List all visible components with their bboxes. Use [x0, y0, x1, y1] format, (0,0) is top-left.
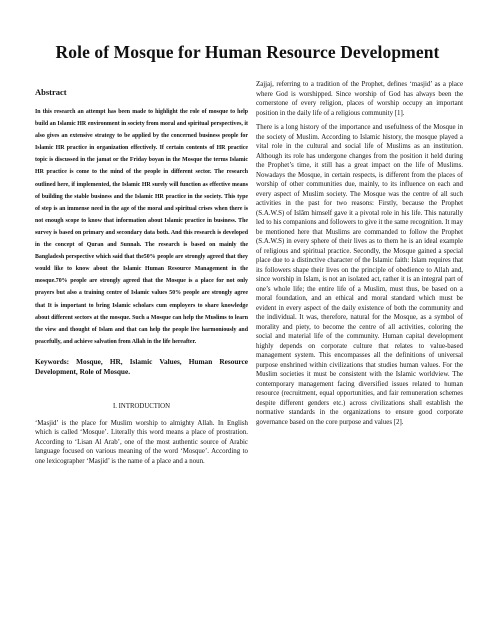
- paper-title: Role of Mosque for Human Resource Development: [55, 42, 440, 62]
- abstract-text: In this research an attempt has been made to highlight the role of mosque to help build an Islamic HR environment in society from moral and spiritual perspectives, it also gives an extensive strategy to be applied by the concerned business people for Islamic HR practice in organization effectively. If certain contents of HR practice topic is discussed in the jamat or the Friday boyan in the Mosque the terms Islamic HR practice is come to the mind of the people in different sector. The research outlined here, if implemented, the Islamic HR surely will function as effective means of building the stable business and the Islamic HR practice in the society. This type of step is an immense need in the age of the moral and spiritual crises when there is not enough scope to know that information about Islamic practice in business. The survey is based on primary and secondary data both. And this research is developed in the concept of Quran and Sunnah. The research is based on mainly the Bangladesh perspective which said that the50% people are strongly agreed that they would like to know about the Islamic Human Resource Management in the mosque.70% people are strongly agreed that the Mosque is a place for not only prayers but also a training centre of Islamic values 50% people are strongly agree that It is important to bring Islamic scholars cum employers to share knowledge about different sectors at the mosque. Such a Mosque can help the Muslims to learn the view and thought of Islam and that can help the people live harmoniously and peacefully, and achieve salvation from Allah in the life hereafter.: [35, 109, 248, 345]
- intro-paragraph-3: There is a long history of the importance and usefulness of the Mosque in the society of Muslim. According to Islamic history, the mosque played a vital role in the cultural and social life of Muslims as an institution. Although its role has undergone changes from the position it held during the Prophet’s time, it still has a great impact on the life of Muslims. Nowadays the Mosque, in certain respects, is different from the places of worship of other communities due, mainly, to its influence on each and every aspect of Muslim society. The Mosque was the centre of all such activities in the past for two reasons: Firstly, because the Prophet (S.A.W.S) of Islām himself gave it a pivotal role in his life. This naturally led to his companions and followers to give it the same recognition. It may be mentioned here that Muslims are commanded to follow the Prophet (S.A.W.S) in every sphere of their lives as to them he is an ideal example of religious and spiritual practice. Secondly, the Mosque gained a special place due to a distinctive character of the Islamic faith: Islam requires that its followers shape their lives on the principle of obedience to Allah and, since worship in Islam, is not an isolated act, rather it is an integral part of one’s whole life; the entire life of a Muslim, must thus, be based on a moral foundation, and an ethical and moral standard which must be evident in every aspect of the daily existence of both the community and the individual. It was, therefore, natural for the Mosque, as a symbol of morality and piety, to become the centre of all activities, coloring the social and material life of the community. Human capital development highly depends on corporate culture that relates to value-based management system. This encompasses all the definitions of universal purpose enshrined within civilizations that studies human values. For the Muslim societies it must be consistent with the Islamic worldview. The contemporary management facing diversified issues related to human resource (recruitment, equal opportunities, and fair remuneration schemes despite different genders etc.) across civilizations shall establish the normative standards in the organizations to ensure good corporate governance based on the core purpose and values [2].: [256, 124, 463, 426]
- abstract-heading: Abstract: [35, 87, 67, 97]
- intro-paragraph-2: Zajjaj, referring to a tradition of the Prophet, defines ‘masjid’ as a place where God is worshipped. Since worship of God has always been the cornerstone of every religion, places of worship occupy an important position in the daily life of a religious community [1].: [256, 81, 463, 117]
- left-column: [35, 80, 248, 466]
- section-heading-introduction: I. INTRODUCTION: [112, 402, 170, 410]
- right-column: [256, 80, 463, 432]
- intro-paragraph-1: ‘Masjid’ is the place for Muslim worship to almighty Allah. In English which is called ‘Mosque’. Literally this word means a place of prostration. According to ‘Lisan Al Arab’, one of the most authentic source of Arabic language focused on various meaning of the word ‘Mosque’. According to one lexicographer ‘Masjid’ is the name of a place and a noun.: [35, 419, 248, 465]
- keywords: Keywords: Mosque, HR, Islamic Values, Human Resource Development, Role of Mosque.: [35, 356, 248, 376]
